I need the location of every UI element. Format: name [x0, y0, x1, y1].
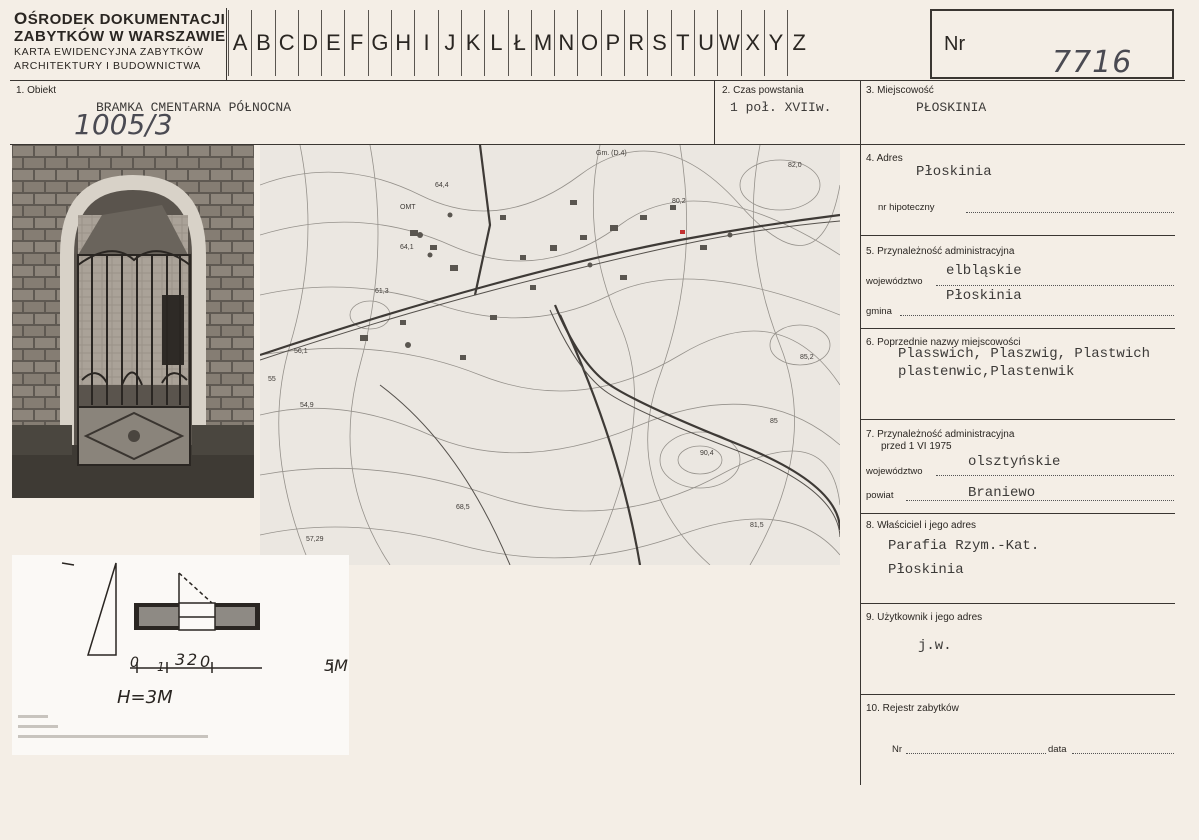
- object-handwritten-number: 1005/3: [74, 108, 173, 141]
- map-label: 56,1: [294, 348, 308, 355]
- commune-value: Płoskinia: [946, 288, 1022, 304]
- row-divider-4: [860, 419, 1175, 420]
- index-letter: N: [554, 10, 577, 76]
- object-label: 1. Obiekt: [16, 85, 57, 96]
- row-divider-6: [860, 603, 1175, 604]
- user-label: 9. Użytkownik i jego adres: [866, 612, 983, 623]
- index-letter: W: [717, 10, 740, 76]
- register-nr-dotted-line: [906, 753, 1046, 754]
- map-label: 64,4: [435, 182, 449, 189]
- row-divider-5: [860, 513, 1175, 514]
- former-names-line-2: plastenwic,Plastenwik: [898, 364, 1075, 380]
- map-label: 82,0: [788, 162, 802, 169]
- map-label: 90,4: [700, 450, 714, 457]
- index-letter: R: [624, 10, 647, 76]
- owner-line-2: Płoskinia: [888, 562, 964, 578]
- mortgage-dotted-line: [966, 212, 1174, 213]
- scale-label-0b: 0: [200, 652, 211, 671]
- commune-label: gmina: [866, 306, 892, 317]
- prior-voivodeship-dotted-line: [936, 475, 1174, 476]
- register-label: 10. Rejestr zabytków: [866, 703, 959, 714]
- scale-label-3: 3: [175, 650, 186, 669]
- prior-admin-label: 7. Przynależność administracyjna: [866, 429, 1015, 440]
- map-label: 85,2: [800, 354, 814, 361]
- index-letter: O: [577, 10, 600, 76]
- voivodeship-label: województwo: [866, 276, 923, 287]
- height-note: H=3M: [117, 687, 173, 708]
- row-divider-3: [860, 328, 1175, 329]
- scale-label-0: 0: [130, 655, 139, 671]
- record-number-box: [930, 9, 1174, 79]
- map-label: 57,29: [306, 536, 324, 543]
- index-letter: D: [298, 10, 321, 76]
- prior-admin-sublabel: przed 1 VI 1975: [881, 441, 952, 452]
- plan-sketch: [12, 555, 349, 755]
- org-line-4: ARCHITEKTURY I BUDOWNICTWA: [14, 59, 201, 72]
- index-letter: Z: [787, 10, 810, 76]
- locality-label: 3. Miejscowość: [866, 85, 934, 96]
- location-map: [260, 145, 840, 565]
- index-letter: G: [368, 10, 391, 76]
- register-date-label: data: [1048, 744, 1067, 755]
- county-dotted-line: [906, 500, 1174, 501]
- index-letter: Ł: [508, 10, 531, 76]
- admin-label: 5. Przynależność administracyjna: [866, 246, 1015, 257]
- voivodeship-value: elbląskie: [946, 263, 1022, 279]
- index-letter: P: [601, 10, 624, 76]
- date-label: 2. Czas powstania: [722, 85, 804, 96]
- right-column-divider: [860, 80, 861, 785]
- index-letter: A: [228, 10, 251, 76]
- record-number-label: Nr: [944, 33, 966, 55]
- index-letter: F: [344, 10, 367, 76]
- county-value: Braniewo: [968, 485, 1036, 501]
- index-letter: K: [461, 10, 484, 76]
- index-letter: U: [694, 10, 717, 76]
- index-letter: J: [438, 10, 461, 76]
- owner-label: 8. Właściciel i jego adres: [866, 520, 977, 531]
- org-line-1: OŚRODEK DOKUMENTACJI: [14, 9, 226, 28]
- user-value: j.w.: [918, 638, 952, 654]
- owner-line-1: Parafia Rzym.-Kat.: [888, 538, 1040, 554]
- row-divider-2: [860, 235, 1175, 236]
- voivodeship-dotted-line: [936, 285, 1174, 286]
- index-letter: T: [671, 10, 694, 76]
- index-letter: M: [531, 10, 554, 76]
- index-letters: [228, 10, 810, 76]
- organization-name: [14, 10, 226, 71]
- index-letter: Y: [764, 10, 787, 76]
- map-label: 55: [268, 376, 276, 383]
- map-label: 64,1: [400, 244, 414, 251]
- org-divider: [226, 8, 227, 80]
- header-divider: [10, 80, 1185, 81]
- index-letter: L: [484, 10, 507, 76]
- map-label: 80,2: [672, 198, 686, 205]
- mortgage-label: nr hipoteczny: [878, 202, 935, 213]
- scale-label-end: 5M: [324, 656, 348, 675]
- map-label: 81,5: [750, 522, 764, 529]
- date-value: 1 poł. XVIIw.: [730, 100, 832, 115]
- index-letter: E: [321, 10, 344, 76]
- scale-label-2: 2: [187, 650, 198, 669]
- map-label: OMT: [400, 204, 416, 211]
- prior-voivodeship-value: olsztyńskie: [968, 454, 1061, 470]
- former-names-line-1: Plasswich, Plaszwig, Plastwich: [898, 346, 1151, 362]
- index-letter: H: [391, 10, 414, 76]
- object-value: BRAMKA CMENTARNA PÓŁNOCNA: [96, 100, 292, 115]
- map-label: 85: [770, 418, 778, 425]
- prior-voivodeship-label: województwo: [866, 466, 923, 477]
- org-line-2: ZABYTKÓW W WARSZAWIE: [14, 28, 226, 45]
- commune-dotted-line: [900, 315, 1174, 316]
- record-number-value: 7716: [1052, 45, 1133, 80]
- map-label: 61,3: [375, 288, 389, 295]
- row-divider-7: [860, 694, 1175, 695]
- register-nr-label: Nr: [892, 744, 903, 755]
- locality-value: PŁOSKINIA: [916, 100, 987, 115]
- gate-photograph: [12, 145, 254, 498]
- index-letter: X: [741, 10, 764, 76]
- former-names-label: 6. Poprzednie nazwy miejscowości: [866, 337, 1021, 348]
- address-label: 4. Adres: [866, 153, 903, 164]
- field-divider-1: [714, 80, 715, 144]
- address-value: Płoskinia: [916, 164, 992, 180]
- map-label: 68,5: [456, 504, 470, 511]
- index-letter: B: [251, 10, 274, 76]
- org-line-3: KARTA EWIDENCYJNA ZABYTKÓW: [14, 46, 204, 58]
- map-label: 54,9: [300, 402, 314, 409]
- county-label: powiat: [866, 490, 894, 501]
- register-date-dotted-line: [1072, 753, 1174, 754]
- index-letter: C: [275, 10, 298, 76]
- map-label: Gm. (D.4): [596, 150, 627, 157]
- index-letter: I: [414, 10, 437, 76]
- scale-label-1: 1: [157, 660, 165, 674]
- index-letter: S: [647, 10, 670, 76]
